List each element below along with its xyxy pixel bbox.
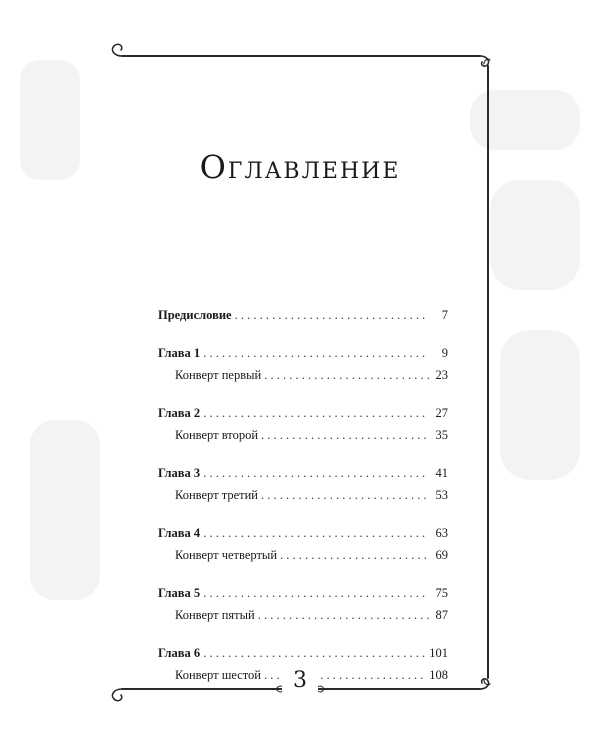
page-number: 3 bbox=[282, 668, 318, 693]
toc-chapter-label: Предисловие bbox=[158, 308, 232, 322]
table-of-contents bbox=[158, 304, 448, 702]
page-title: Оглавление bbox=[199, 148, 401, 186]
toc-group bbox=[158, 582, 448, 626]
toc-chapter-label: Глава 4 bbox=[158, 526, 201, 540]
toc-subentry-label: Конверт третий bbox=[175, 488, 258, 502]
toc-chapter-label: Глава 5 bbox=[158, 586, 201, 600]
toc-chapter-row[interactable] bbox=[158, 522, 448, 544]
toc-group bbox=[158, 522, 448, 566]
toc-dot-leader bbox=[203, 402, 429, 424]
toc-page-number: 69 bbox=[435, 548, 448, 562]
toc-page-number: 87 bbox=[435, 608, 448, 622]
toc-dot-leader bbox=[235, 304, 429, 326]
toc-page-number: 41 bbox=[435, 466, 448, 480]
toc-chapter-label: Глава 3 bbox=[158, 466, 201, 480]
toc-dot-leader bbox=[203, 342, 429, 364]
toc-chapter-row[interactable] bbox=[158, 402, 448, 424]
toc-page-number: 35 bbox=[435, 428, 448, 442]
toc-chapter-label: Глава 6 bbox=[158, 646, 201, 660]
toc-page-number: 63 bbox=[435, 526, 448, 540]
toc-group bbox=[158, 402, 448, 446]
toc-subentry-label: Конверт пятый bbox=[175, 608, 255, 622]
toc-page-number: 9 bbox=[441, 346, 448, 360]
toc-group bbox=[158, 304, 448, 326]
toc-dot-leader bbox=[203, 522, 429, 544]
toc-page-number: 27 bbox=[435, 406, 448, 420]
toc-chapter-row[interactable] bbox=[158, 642, 448, 664]
toc-dot-leader bbox=[261, 484, 429, 506]
toc-dot-leader bbox=[203, 462, 429, 484]
toc-dot-leader bbox=[264, 364, 429, 386]
toc-page-number: 101 bbox=[429, 646, 448, 660]
toc-subentry-row[interactable] bbox=[158, 364, 448, 386]
toc-chapter-label: Глава 2 bbox=[158, 406, 201, 420]
toc-chapter-row[interactable] bbox=[158, 582, 448, 604]
toc-chapter-row[interactable] bbox=[158, 462, 448, 484]
toc-page-number: 53 bbox=[435, 488, 448, 502]
toc-dot-leader bbox=[261, 424, 429, 446]
toc-dot-leader bbox=[280, 544, 429, 566]
toc-subentry-row[interactable] bbox=[158, 604, 448, 626]
toc-group bbox=[158, 462, 448, 506]
toc-subentry-row[interactable] bbox=[158, 544, 448, 566]
toc-subentry-row[interactable] bbox=[158, 484, 448, 506]
toc-page-number: 108 bbox=[429, 668, 448, 682]
toc-group bbox=[158, 342, 448, 386]
toc-subentry-label: Конверт второй bbox=[175, 428, 259, 442]
toc-subentry-label: Конверт первый bbox=[175, 368, 262, 382]
toc-chapter-row[interactable] bbox=[158, 304, 448, 326]
toc-dot-leader bbox=[258, 604, 429, 626]
toc-dot-leader bbox=[203, 582, 429, 604]
toc-chapter-row[interactable] bbox=[158, 342, 448, 364]
toc-dot-leader bbox=[203, 642, 426, 664]
toc-page-number: 7 bbox=[441, 308, 448, 322]
toc-subentry-label: Конверт шестой bbox=[175, 668, 261, 682]
toc-subentry-row[interactable] bbox=[158, 424, 448, 446]
toc-page-number: 75 bbox=[435, 586, 448, 600]
toc-page-number: 23 bbox=[435, 368, 448, 382]
toc-subentry-label: Конверт четвертый bbox=[175, 548, 278, 562]
toc-chapter-label: Глава 1 bbox=[158, 346, 201, 360]
